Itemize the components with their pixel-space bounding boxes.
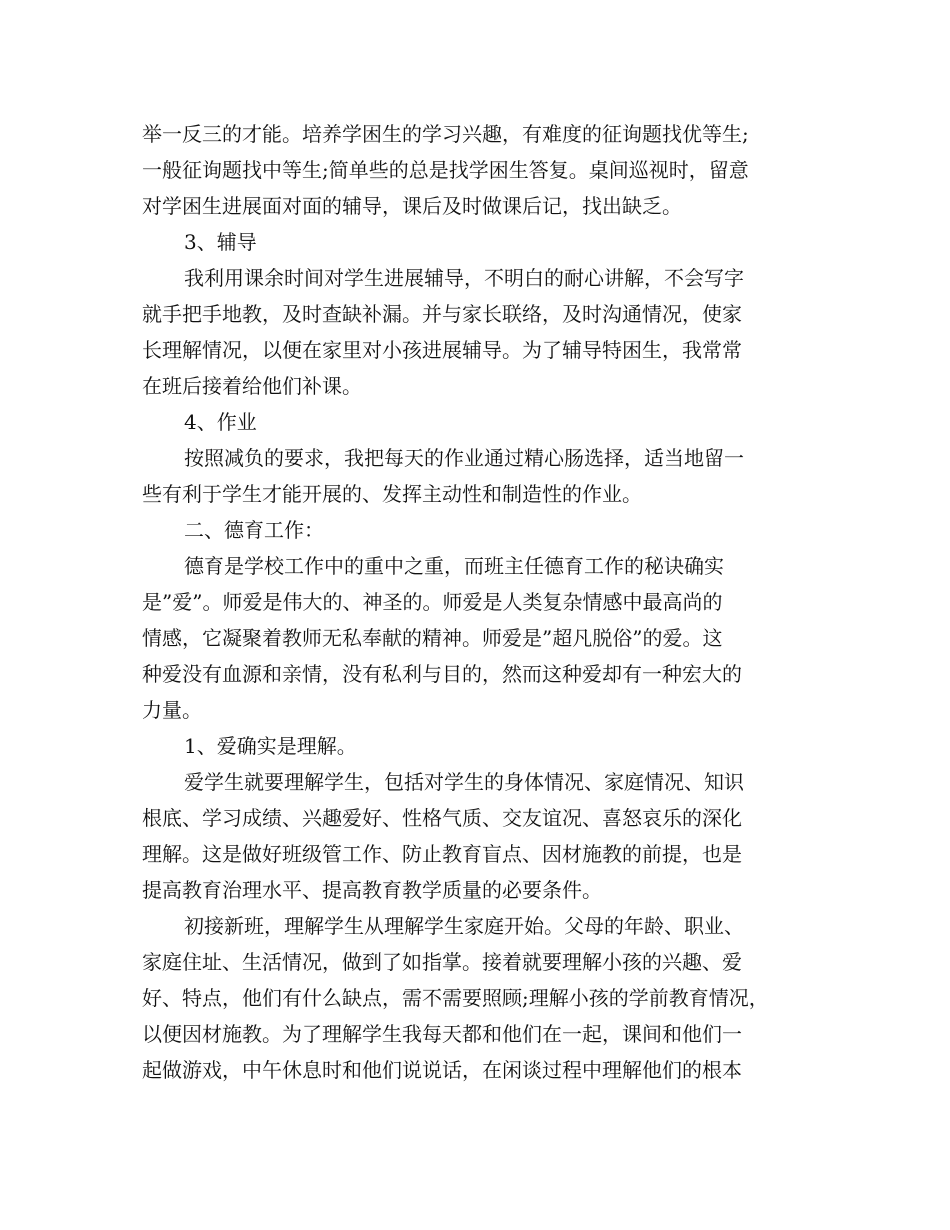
text-line: 是”爱”。师爱是伟大的、神圣的。师爱是人类复杂情感中最高尚的: [142, 590, 723, 614]
text-line: 举一反三的才能。培养学困生的学习兴趣，有难度的征询题找优等生;: [142, 122, 749, 146]
text-line: 按照减负的要求，我把每天的作业通过精心肠选择，适当地留一: [184, 446, 744, 470]
text-line: 1、爱确实是理解。: [184, 734, 357, 758]
text-line: 二、德育工作：: [184, 518, 324, 542]
text-line: 好、特点，他们有什么缺点，需不需要照顾;理解小孩的学前教育情况，: [142, 986, 769, 1010]
text-line: 起做游戏，中午休息时和他们说说话，在闲谈过程中理解他们的根本: [142, 1058, 742, 1082]
text-line: 提高教育治理水平、提高教育教学质量的必要条件。: [142, 878, 602, 902]
text-line: 德育是学校工作中的重中之重，而班主任德育工作的秘诀确实: [184, 554, 724, 578]
text-line: 以便因材施教。为了理解学生我每天都和他们在一起，课间和他们一: [142, 1022, 742, 1046]
text-line: 一般征询题找中等生;简单些的总是找学困生答复。桌间巡视时，留意: [142, 158, 749, 182]
text-line: 就手把手地教，及时查缺补漏。并与家长联络，及时沟通情况，使家: [142, 302, 742, 326]
text-line: 3、辅导: [184, 230, 257, 254]
text-line: 4、作业: [184, 410, 257, 434]
text-line: 爱学生就要理解学生，包括对学生的身体情况、家庭情况、知识: [184, 770, 744, 794]
text-line: 长理解情况，以便在家里对小孩进展辅导。为了辅导特困生，我常常: [142, 338, 742, 362]
text-line: 些有利于学生才能开展的、发挥主动性和制造性的作业。: [142, 482, 642, 506]
text-line: 初接新班，理解学生从理解学生家庭开始。父母的年龄、职业、: [184, 914, 744, 938]
text-line: 情感，它凝聚着教师无私奉献的精神。师爱是”超凡脱俗”的爱。这: [142, 626, 723, 650]
text-line: 理解。这是做好班级管工作、防止教育盲点、因材施教的前提，也是: [142, 842, 742, 866]
text-line: 我利用课余时间对学生进展辅导，不明白的耐心讲解，不会写字: [184, 266, 744, 290]
text-line: 根底、学习成绩、兴趣爱好、性格气质、交友谊况、喜怒哀乐的深化: [142, 806, 742, 830]
document-page: [142, 116, 812, 1088]
text-line: 家庭住址、生活情况，做到了如指掌。接着就要理解小孩的兴趣、爱: [142, 950, 742, 974]
text-line: 种爱没有血源和亲情，没有私利与目的，然而这种爱却有一种宏大的: [142, 662, 742, 686]
text-line: 对学困生进展面对面的辅导，课后及时做课后记，找出缺乏。: [142, 194, 682, 218]
text-line: 力量。: [142, 698, 202, 722]
text-line: 在班后接着给他们补课。: [142, 374, 362, 398]
